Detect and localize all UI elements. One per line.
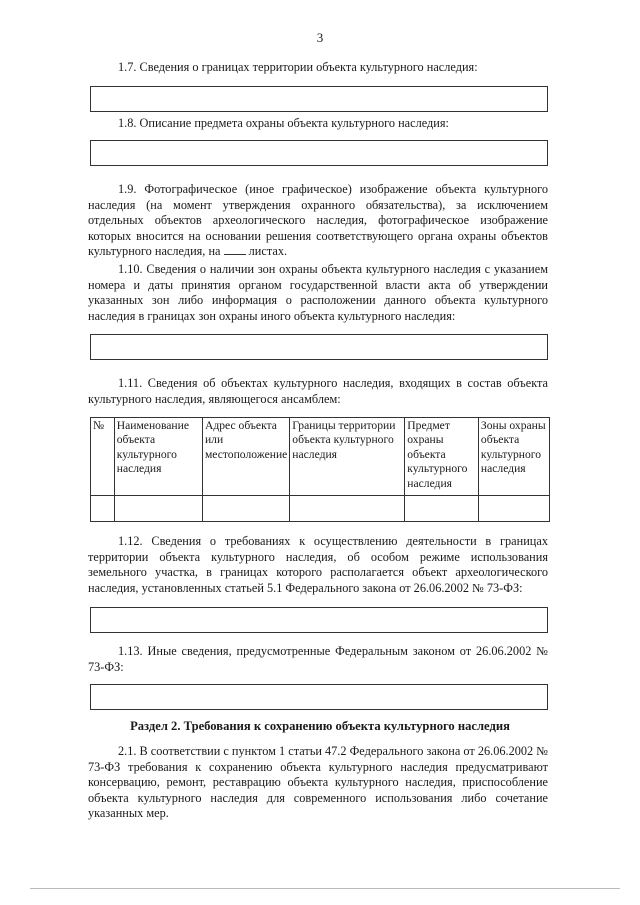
section-1-10-field[interactable] [90,334,548,360]
sheet-count-blank[interactable] [224,254,246,255]
col-subject-header: Предмет охраны объекта культурного наследия [405,418,479,496]
table-cell[interactable] [405,496,479,522]
col-number-header: № [91,418,115,496]
section-1-13-text: 1.13. Иные сведения, предусмотренные Федеральным законом от 26.06.2002 № 73-ФЗ: [88,644,548,674]
table-row [91,496,550,522]
section-1-9-tail: листах. [248,244,288,259]
table-cell[interactable] [478,496,549,522]
section-2-title: Раздел 2. Требования к сохранению объекта культурного наследия [130,719,510,733]
section-1-9-body: 1.9. Фотографическое (иное графическое) изображение объекта культурного наследия (на момент утверждения охранного обязательства), за исключением отдельных объектов археологического наследия, фотографическое изображение которых вносится на основании решения соответствующего органа охраны объектов культурного наследия, на [88,182,548,259]
section-1-11-text: 1.11. Сведения об объектах культурного наследия, входящих в состав объекта культурного наследия, являющегося ансамблем: [88,376,548,406]
scan-artifact-line [30,888,620,889]
table-cell[interactable] [290,496,405,522]
col-zones-header: Зоны охраны объекта культурного наследия [478,418,549,496]
section-1-12-field[interactable] [90,607,548,633]
table-cell[interactable] [202,496,289,522]
section-1-10-text: 1.10. Сведения о наличии зон охраны объекта культурного наследия с указанием номера и даты принятия органом государственной власти акта об утверждении указанных зон либо информация о расположении данного объекта культурного наследия в границах зон охраны иного объекта культурного наследия: [88,262,548,323]
page-number: 3 [316,30,324,45]
ensemble-objects-table [90,417,550,522]
table-cell[interactable] [91,496,115,522]
section-1-13-field[interactable] [90,684,548,710]
section-1-7-field[interactable] [90,86,548,112]
table-cell[interactable] [114,496,202,522]
table-header-row [91,418,550,496]
section-1-8-label: 1.8. Описание предмета охраны объекта культурного наследия: [118,116,449,130]
section-1-9-text [88,182,548,260]
section-1-8-field[interactable] [90,140,548,166]
section-1-12-text: 1.12. Сведения о требованиях к осуществлению деятельности в границах территории объекта культурного наследия, об особом режиме использования земельного участка, в границах которого располагается объект археологического наследия, установленных статьей 5.1 Федерального закона от 26.06.2002 № 73-ФЗ: [88,534,548,595]
col-boundaries-header: Границы территории объекта культурного наследия [290,418,405,496]
section-2-1-text: 2.1. В соответствии с пунктом 1 статьи 47.2 Федерального закона от 26.06.2002 № 73-ФЗ требования к сохранению объекта культурного наследия предусматривают консервацию, ремонт, реставрацию объекта культурного наследия, приспособление объекта культурного наследия для современного использования либо сочетание указанных мер. [88,744,548,821]
section-1-7-label: 1.7. Сведения о границах территории объекта культурного наследия: [118,60,478,74]
col-name-header: Наименование объекта культурного наследия [114,418,202,496]
col-address-header: Адрес объекта или местоположение [202,418,289,496]
